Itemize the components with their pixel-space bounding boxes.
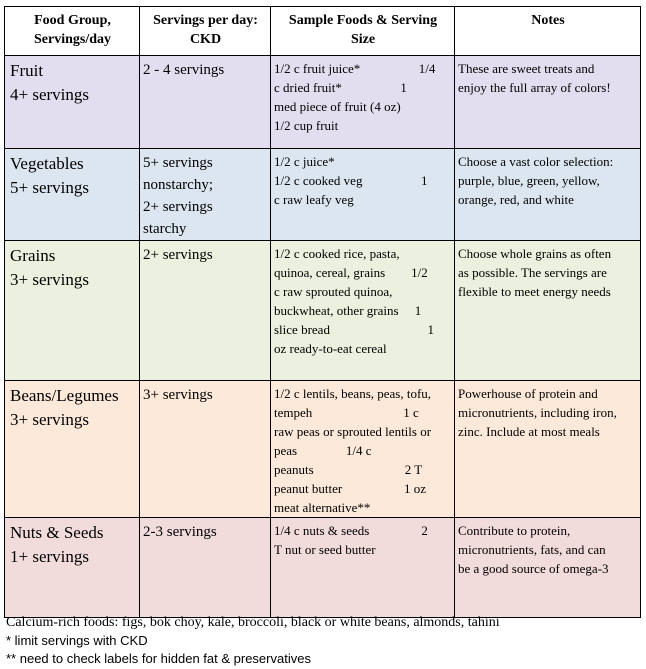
sample-foods-cell <box>271 241 455 381</box>
sample-food-line: oz ready-to-eat cereal <box>274 341 387 356</box>
food-group-name: Nuts & Seeds <box>10 523 104 542</box>
note-line: flexible to meet energy needs <box>458 284 611 299</box>
food-group-servings: 3+ servings <box>10 270 89 289</box>
ckd-servings-line: 2-3 servings <box>143 524 217 540</box>
ckd-servings-cell <box>140 149 271 241</box>
sample-food-line: peanut butter 1 oz <box>274 481 426 496</box>
footnote-check-labels: ** need to check labels for hidden fat & preservatives <box>6 651 311 666</box>
table-row <box>5 56 641 149</box>
food-group-cell <box>5 518 140 618</box>
sample-food-line: meat alternative** <box>274 500 371 515</box>
note-line: orange, red, and white <box>458 192 574 207</box>
table-row <box>5 149 641 241</box>
note-line: as possible. The servings are <box>458 265 607 280</box>
ckd-servings-cell <box>140 241 271 381</box>
sample-food-line: 1/2 c juice* <box>274 154 335 169</box>
ckd-servings-cell <box>140 56 271 149</box>
table-row <box>5 241 641 381</box>
food-group-cell <box>5 56 140 149</box>
header-notes: Notes <box>455 7 641 56</box>
footnote-limit-ckd: * limit servings with CKD <box>6 633 148 648</box>
note-line: be a good source of omega-3 <box>458 561 609 576</box>
notes-cell <box>455 241 641 381</box>
sample-food-line: 1/4 c nuts & seeds 2 <box>274 523 428 538</box>
footnote-calcium: Calcium-rich foods: figs, bok choy, kale, broccoli, black or white beans, almonds, tahini <box>6 615 500 630</box>
food-group-servings: 5+ servings <box>10 178 89 197</box>
header-row <box>5 7 641 56</box>
notes-cell <box>455 381 641 518</box>
table-row <box>5 518 641 618</box>
sample-food-line: c dried fruit* 1 <box>274 80 407 95</box>
ckd-servings-line: 5+ servings <box>143 155 213 171</box>
food-group-cell <box>5 241 140 381</box>
header-sample-foods: Sample Foods & Serving Size <box>271 7 455 56</box>
sample-food-line: 1/2 c fruit juice* 1/4 <box>274 61 436 76</box>
ckd-servings-cell <box>140 518 271 618</box>
note-line: micronutrients, fats, and can <box>458 542 606 557</box>
ckd-servings-line: 2+ servings <box>143 247 213 263</box>
food-group-name: Fruit <box>10 61 44 80</box>
note-line: Powerhouse of protein and <box>458 386 598 401</box>
sample-foods-cell <box>271 518 455 618</box>
food-group-servings: 4+ servings <box>10 85 89 104</box>
sample-foods-cell <box>271 149 455 241</box>
food-group-servings: 1+ servings <box>10 547 89 566</box>
food-group-name: Vegetables <box>10 154 84 173</box>
sample-food-line: peas 1/4 c <box>274 443 372 458</box>
notes-cell <box>455 518 641 618</box>
ckd-servings-line: 2+ servings <box>143 199 213 215</box>
food-group-name: Grains <box>10 246 56 265</box>
note-line: Contribute to protein, <box>458 523 571 538</box>
ckd-servings-line: 3+ servings <box>143 387 213 403</box>
food-group-table <box>4 6 641 618</box>
sample-food-line: tempeh 1 c <box>274 405 419 420</box>
note-line: zinc. Include at most meals <box>458 424 600 439</box>
sample-food-line: buckwheat, other grains 1 <box>274 303 422 318</box>
food-group-cell <box>5 149 140 241</box>
header-food-group: Food Group, Servings/day <box>5 7 140 56</box>
sample-foods-cell <box>271 56 455 149</box>
ckd-servings-line: starchy <box>143 221 187 237</box>
note-line: purple, blue, green, yellow, <box>458 173 600 188</box>
note-line: enjoy the full array of colors! <box>458 80 611 95</box>
note-line: Choose a vast color selection: <box>458 154 614 169</box>
sample-food-line: peanuts 2 T <box>274 462 423 477</box>
table-body <box>5 56 641 618</box>
food-group-cell <box>5 381 140 518</box>
notes-cell <box>455 56 641 149</box>
sample-food-line: 1/2 cup fruit <box>274 118 339 133</box>
note-line: micronutrients, including iron, <box>458 405 617 420</box>
sample-food-line: T nut or seed butter <box>274 542 376 557</box>
ckd-servings-line: nonstarchy; <box>143 177 213 193</box>
food-group-name: Beans/Legumes <box>10 386 119 405</box>
sample-foods-cell <box>271 381 455 518</box>
food-group-servings: 3+ servings <box>10 410 89 429</box>
sample-food-line: 1/2 c cooked veg 1 <box>274 173 428 188</box>
sample-food-line: med piece of fruit (4 oz) <box>274 99 401 114</box>
sample-food-line: quinoa, cereal, grains 1/2 <box>274 265 428 280</box>
note-line: These are sweet treats and <box>458 61 595 76</box>
sample-food-line: c raw leafy veg <box>274 192 354 207</box>
sample-food-line: raw peas or sprouted lentils or <box>274 424 432 439</box>
sample-food-line: slice bread 1 <box>274 322 434 337</box>
header-servings-ckd: Servings per day: CKD <box>140 7 271 56</box>
ckd-servings-line: 2 - 4 servings <box>143 62 225 78</box>
notes-cell <box>455 149 641 241</box>
sample-food-line: c raw sprouted quinoa, <box>274 284 393 299</box>
note-line: Choose whole grains as often <box>458 246 612 261</box>
sample-food-line: 1/2 c lentils, beans, peas, tofu, <box>274 386 432 401</box>
sample-food-line: 1/2 c cooked rice, pasta, <box>274 246 400 261</box>
table-row <box>5 381 641 518</box>
ckd-servings-cell <box>140 381 271 518</box>
